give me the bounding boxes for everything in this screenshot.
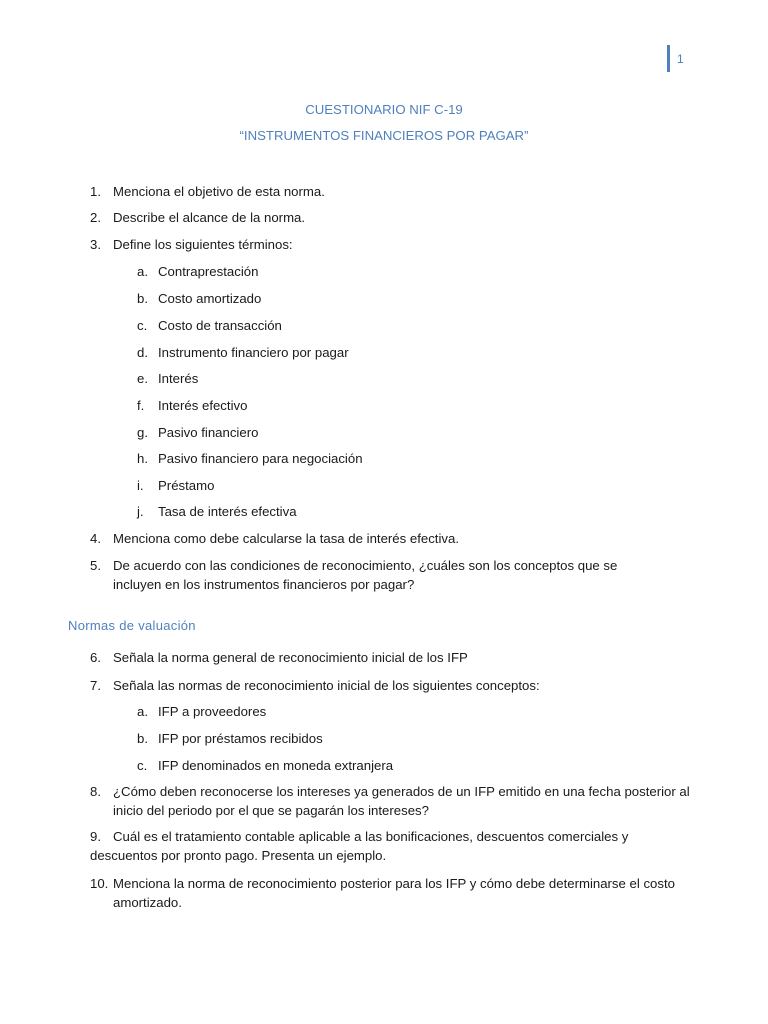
question-item: 3. Define los siguientes términos:: [90, 237, 293, 252]
term-item: a. Contraprestación: [137, 264, 259, 279]
question-item: 1. Menciona el objetivo de esta norma.: [90, 184, 325, 199]
concept-item: c. IFP denominados en moneda extranjera: [137, 758, 394, 773]
term-item: j. Tasa de interés efectiva: [137, 504, 297, 519]
document-title: CUESTIONARIO NIF C-19: [305, 102, 463, 117]
page-number: 1: [677, 52, 684, 66]
term-item: f. Interés efectivo: [137, 398, 248, 413]
term-item: d. Instrumento financiero por pagar: [137, 345, 349, 360]
concept-item: b. IFP por préstamos recibidos: [137, 731, 323, 746]
question-item: 8. ¿Cómo deben reconocerse los intereses ya generados de un IFP emitido en una fecha posterior al inicio del periodo por el que se pagarán los intereses?: [90, 784, 690, 818]
concept-item: a. IFP a proveedores: [137, 704, 267, 719]
question-item: 7. Señala las normas de reconocimiento inicial de los siguientes conceptos:: [90, 678, 540, 693]
question-item: 4. Menciona como debe calcularse la tasa de interés efectiva.: [90, 531, 459, 546]
term-item: g. Pasivo financiero: [137, 425, 259, 440]
question-item: 9. Cuál es el tratamiento contable aplicable a las bonificaciones, descuentos comerciales y descuentos por pronto pago. Presenta un ejemplo.: [90, 829, 629, 863]
page-number-marker: [667, 45, 670, 72]
term-item: e. Interés: [137, 371, 199, 386]
document-subtitle: “INSTRUMENTOS FINANCIEROS POR PAGAR”: [239, 128, 529, 143]
question-item: 2. Describe el alcance de la norma.: [90, 210, 306, 225]
question-item: 10. Menciona la norma de reconocimiento posterior para los IFP y cómo debe determinarse el costo amortizado.: [90, 876, 675, 910]
question-item: 6. Señala la norma general de reconocimiento inicial de los IFP: [90, 650, 468, 665]
term-item: b. Costo amortizado: [137, 291, 262, 306]
term-item: i. Préstamo: [137, 478, 215, 493]
term-item: h. Pasivo financiero para negociación: [137, 451, 363, 466]
section-heading: Normas de valuación: [68, 618, 196, 633]
question-item: 5. De acuerdo con las condiciones de reconocimiento, ¿cuáles son los conceptos que se incluyen en los instrumentos financieros por pagar?: [90, 558, 618, 592]
term-item: c. Costo de transacción: [137, 318, 282, 333]
